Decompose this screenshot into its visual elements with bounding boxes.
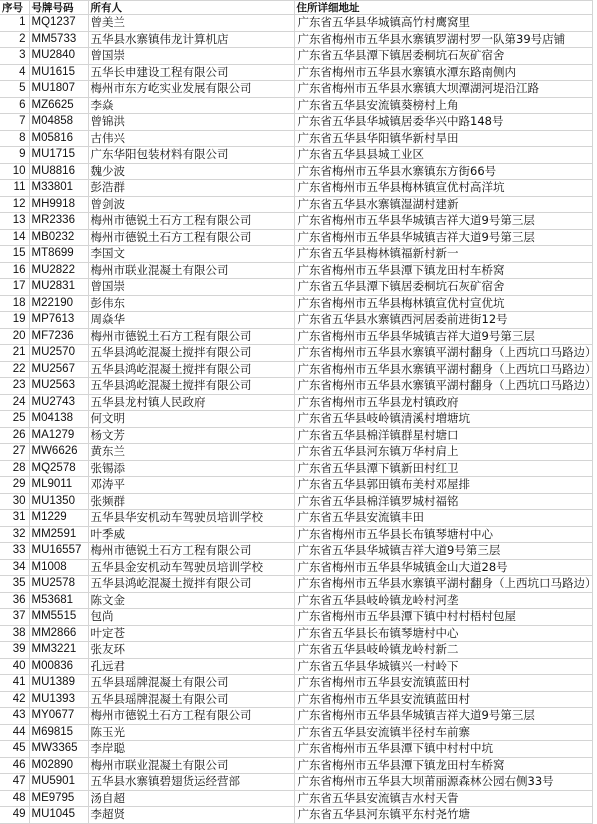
cell-owner[interactable]: 曾锦洪 [88,114,294,131]
cell-owner[interactable]: 五华县水寨镇碧翅货运经营部 [88,774,294,791]
cell-owner[interactable]: 五华县华安机动车驾驶员培训学校 [88,510,294,527]
cell-address[interactable]: 广东省梅州市五华县潭下镇中村村中坑 [294,741,592,758]
cell-plate[interactable]: MA1279 [29,427,88,444]
table-row [0,130,592,147]
table-row [0,147,592,164]
cell-address[interactable]: 广东省五华县岐岭镇清溪村増塘坑 [294,411,592,428]
cell-index[interactable]: 9 [0,147,29,164]
cell-address[interactable]: 广东省五华县河东镇平东村尧竹塘 [294,807,592,824]
table-row [0,625,592,642]
header-plate[interactable]: 号牌号码 [29,1,88,15]
cell-address[interactable]: 广东省五华县岐岭镇龙岭村河垄 [294,592,592,609]
cell-owner[interactable]: 张频群 [88,493,294,510]
cell-plate[interactable]: MU5901 [29,774,88,791]
cell-owner[interactable]: 李焱 [88,97,294,114]
table-body [0,15,597,824]
cell-index[interactable]: 2 [0,31,29,48]
cell-index[interactable]: 19 [0,312,29,329]
cell-index[interactable]: 8 [0,130,29,147]
cell-plate[interactable]: ML9011 [29,477,88,494]
cell-index[interactable]: 26 [0,427,29,444]
cell-address[interactable]: 广东省梅州市五华县水寨镇东方街66号 [294,163,592,180]
cell-owner[interactable]: 何文明 [88,411,294,428]
cell-plate[interactable]: MQ2578 [29,460,88,477]
cell-address[interactable]: 广东省五华县水寨镇湿湖村建新 [294,196,592,213]
cell-owner[interactable]: 梅州市德锐土石方工程有限公司 [88,708,294,725]
cell-plate[interactable]: M1229 [29,510,88,527]
table-row [0,246,592,263]
cell-plate[interactable]: MT8699 [29,246,88,263]
cell-plate[interactable]: MU2578 [29,576,88,593]
table-row [0,757,592,774]
cell-plate[interactable]: MU2563 [29,378,88,395]
cell-index[interactable]: 30 [0,493,29,510]
cell-owner[interactable]: 汤自超 [88,790,294,807]
header-row [0,1,592,15]
cell-plate[interactable]: MM2866 [29,625,88,642]
cell-owner[interactable]: 张锡添 [88,460,294,477]
table-row [0,81,592,98]
table-row [0,807,592,824]
cell-address[interactable]: 广东省梅州市五华县华城镇吉祥大道9号第三层 [294,229,592,246]
cell-plate[interactable]: MB0232 [29,229,88,246]
cell-plate[interactable]: MW3365 [29,741,88,758]
cell-plate[interactable]: MU1807 [29,81,88,98]
cell-index[interactable]: 24 [0,394,29,411]
cell-owner[interactable]: 杨文芳 [88,427,294,444]
cell-address[interactable]: 广东省梅州市五华县龙村镇政府 [294,394,592,411]
table-row [0,361,592,378]
cell-index[interactable]: 36 [0,592,29,609]
cell-address[interactable]: 广东省梅州市五华县华城镇金山大道28号 [294,559,592,576]
cell-index[interactable]: 47 [0,774,29,791]
cell-plate[interactable]: MW6626 [29,444,88,461]
cell-index[interactable]: 6 [0,97,29,114]
table-row [0,345,592,362]
cell-plate[interactable]: MU2822 [29,262,88,279]
cell-index[interactable]: 16 [0,262,29,279]
cell-plate[interactable]: M05816 [29,130,88,147]
table-row [0,741,592,758]
cell-plate[interactable]: MU16557 [29,543,88,560]
cell-index[interactable]: 46 [0,757,29,774]
cell-owner[interactable]: 梅州市德锐土石方工程有限公司 [88,543,294,560]
cell-index[interactable]: 18 [0,295,29,312]
table-row [0,163,592,180]
cell-address[interactable]: 广东省五华县棉洋镇群星村塘口 [294,427,592,444]
cell-owner[interactable]: 曾国崇 [88,48,294,65]
cell-address[interactable]: 广东省五华县华城镇兴一村岭下 [294,658,592,675]
table-row [0,609,592,626]
table-row [0,114,592,131]
cell-address[interactable]: 广东省梅州市五华县长布镇琴塘村中心 [294,526,592,543]
cell-plate[interactable]: MU2840 [29,48,88,65]
cell-plate[interactable]: MU2567 [29,361,88,378]
cell-address[interactable]: 广东省梅州市五华县水寨镇水潭东路南侧内 [294,64,592,81]
cell-plate[interactable]: M04858 [29,114,88,131]
cell-index[interactable]: 27 [0,444,29,461]
cell-address[interactable]: 广东省五华县潭下镇居委桐坑石灰矿宿舍 [294,279,592,296]
cell-address[interactable]: 广东省梅州市五华县水寨镇平湖村翻身（上西坑口马路边） [294,576,592,593]
cell-owner[interactable]: 叶定苍 [88,625,294,642]
table-row [0,312,592,329]
table-row [0,97,592,114]
table-row [0,774,592,791]
table-row [0,279,592,296]
cell-index[interactable]: 20 [0,328,29,345]
table-row [0,229,592,246]
cell-index[interactable]: 45 [0,741,29,758]
cell-address[interactable]: 广东省五华县河东镇万华村肩上 [294,444,592,461]
cell-owner[interactable]: 李岸聪 [88,741,294,758]
cell-plate[interactable]: M33801 [29,180,88,197]
table-row [0,15,592,32]
cell-plate[interactable]: MZ6625 [29,97,88,114]
cell-address[interactable]: 广东省梅州市五华县华城镇吉祥大道9号第三层 [294,328,592,345]
header-address[interactable]: 住所详细地址 [294,1,592,15]
table-row [0,48,592,65]
cell-index[interactable]: 34 [0,559,29,576]
cell-plate[interactable]: M53681 [29,592,88,609]
cell-index[interactable]: 48 [0,790,29,807]
cell-plate[interactable]: MR2336 [29,213,88,230]
table-row [0,658,592,675]
cell-owner[interactable]: 五华县鸿屹混凝土搅拌有限公司 [88,378,294,395]
cell-address[interactable]: 广东省梅州市五华县梅林镇宣优村高洋坑 [294,180,592,197]
cell-plate[interactable]: MQ1237 [29,15,88,32]
cell-owner[interactable]: 五华县瑶牌混凝土有限公司 [88,675,294,692]
cell-address[interactable]: 广东省五华县县城工业区 [294,147,592,164]
cell-address[interactable]: 广东省五华县安流镇吉水村天眚 [294,790,592,807]
header-owner[interactable]: 所有人 [88,1,294,15]
table-row [0,180,592,197]
table-row [0,378,592,395]
cell-owner[interactable]: 包尚 [88,609,294,626]
cell-owner[interactable]: 魏少波 [88,163,294,180]
cell-index[interactable]: 7 [0,114,29,131]
cell-owner[interactable]: 五华县鸿屹混凝土搅拌有限公司 [88,345,294,362]
table-row [0,543,592,560]
cell-owner[interactable]: 梅州市东方屹实业发展有限公司 [88,81,294,98]
cell-address[interactable]: 广东省梅州市五华县潭下镇龙田村车桥窝 [294,262,592,279]
cell-plate[interactable]: ME9795 [29,790,88,807]
cell-index[interactable]: 31 [0,510,29,527]
cell-address[interactable]: 广东省梅州市五华县水寨镇平湖村翻身（上西坑口马路边） [294,361,592,378]
cell-plate[interactable]: M02890 [29,757,88,774]
cell-owner[interactable]: 张友环 [88,642,294,659]
cell-plate[interactable]: MY0677 [29,708,88,725]
table-row [0,31,592,48]
cell-owner[interactable]: 孔远君 [88,658,294,675]
cell-address[interactable]: 广东省梅州市五华县华城镇吉祥大道9号第三层 [294,708,592,725]
cell-owner[interactable]: 五华县龙村镇人民政府 [88,394,294,411]
cell-index[interactable]: 25 [0,411,29,428]
cell-address[interactable]: 广东省梅州市五华县水寨镇大坝潭湖河堤沿江路 [294,81,592,98]
cell-owner[interactable]: 五华县水寨镇伟龙计算机店 [88,31,294,48]
cell-plate[interactable]: M22190 [29,295,88,312]
cell-plate[interactable]: MM5733 [29,31,88,48]
table-row [0,675,592,692]
table-row [0,559,592,576]
cell-address[interactable]: 广东省梅州市五华县梅林镇宣优村宣优坑 [294,295,592,312]
cell-address[interactable]: 广东省五华县梅林镇福新村新一 [294,246,592,263]
table-row [0,477,592,494]
cell-plate[interactable]: MU1615 [29,64,88,81]
cell-owner[interactable]: 曾国崇 [88,279,294,296]
table-row [0,262,592,279]
table-row [0,708,592,725]
cell-owner[interactable]: 彭伟东 [88,295,294,312]
table-row [0,460,592,477]
cell-plate[interactable]: MH9918 [29,196,88,213]
cell-index[interactable]: 10 [0,163,29,180]
cell-address[interactable]: 广东省五华县华城镇吉祥大道9号第三层 [294,543,592,560]
cell-owner[interactable]: 五华县鸿屹混凝土搅拌有限公司 [88,576,294,593]
cell-plate[interactable]: M1008 [29,559,88,576]
cell-address[interactable]: 广东省五华县潭下镇新田村红卫 [294,460,592,477]
table-row [0,724,592,741]
cell-index[interactable]: 3 [0,48,29,65]
cell-plate[interactable]: MU2570 [29,345,88,362]
cell-index[interactable]: 28 [0,460,29,477]
cell-plate[interactable]: MP7613 [29,312,88,329]
cell-owner[interactable]: 五华长申建设工程有限公司 [88,64,294,81]
cell-owner[interactable]: 彭浩群 [88,180,294,197]
cell-owner[interactable]: 黄东兰 [88,444,294,461]
cell-plate[interactable]: MF7236 [29,328,88,345]
table-row [0,394,592,411]
cell-address[interactable]: 广东省梅州市五华县潭下镇中村村梧村包屋 [294,609,592,626]
cell-index[interactable]: 13 [0,213,29,230]
cell-address[interactable]: 广东省五华县长布镇琴塘村中心 [294,625,592,642]
cell-owner[interactable]: 邓涛平 [88,477,294,494]
table-row [0,790,592,807]
table-row [0,592,592,609]
cell-index[interactable]: 17 [0,279,29,296]
cell-index[interactable]: 1 [0,15,29,32]
cell-plate[interactable]: M00836 [29,658,88,675]
cell-address[interactable]: 广东省梅州市五华县水寨镇平湖村翻身（上西坑口马路边） [294,378,592,395]
cell-index[interactable]: 12 [0,196,29,213]
cell-address[interactable]: 广东省五华县华城镇居委华兴中路148号 [294,114,592,131]
table-row [0,196,592,213]
cell-plate[interactable]: MM5515 [29,609,88,626]
cell-address[interactable]: 广东省梅州市五华县华城镇吉祥大道9号第三层 [294,213,592,230]
cell-owner[interactable]: 曾剑波 [88,196,294,213]
cell-index[interactable]: 37 [0,609,29,626]
table-row [0,295,592,312]
cell-index[interactable]: 40 [0,658,29,675]
cell-owner[interactable]: 广东华阳包装材料有限公司 [88,147,294,164]
cell-index[interactable]: 5 [0,81,29,98]
cell-owner[interactable]: 梅州市联业混凝土有限公司 [88,262,294,279]
cell-index[interactable]: 14 [0,229,29,246]
cell-plate[interactable]: MU8816 [29,163,88,180]
cell-owner[interactable]: 李超贤 [88,807,294,824]
cell-plate[interactable]: MM2591 [29,526,88,543]
cell-address[interactable]: 广东省梅州市五华县安流镇蓝田村 [294,691,592,708]
cell-owner[interactable]: 五华县瑶牌混凝土有限公司 [88,691,294,708]
cell-owner[interactable]: 李国文 [88,246,294,263]
cell-owner[interactable]: 叶季威 [88,526,294,543]
cell-plate[interactable]: M04138 [29,411,88,428]
cell-owner[interactable]: 五华县金安机动车驾驶员培训学校 [88,559,294,576]
cell-index[interactable]: 32 [0,526,29,543]
cell-address[interactable]: 广东省五华县郭田镇布美村邓屋排 [294,477,592,494]
table-row [0,427,592,444]
table-row [0,64,592,81]
cell-plate[interactable]: MU2831 [29,279,88,296]
cell-plate[interactable]: MU1389 [29,675,88,692]
cell-plate[interactable]: MU1393 [29,691,88,708]
cell-owner[interactable]: 梅州市德锐土石方工程有限公司 [88,229,294,246]
cell-owner[interactable]: 陈玉光 [88,724,294,741]
cell-address[interactable]: 广东省梅州市五华县水寨镇罗湖村罗一队第39号店铺 [294,31,592,48]
cell-index[interactable]: 29 [0,477,29,494]
table-row [0,510,592,527]
cell-index[interactable]: 35 [0,576,29,593]
table-row [0,213,592,230]
cell-address[interactable]: 广东省五华县安流镇丰田 [294,510,592,527]
cell-plate[interactable]: MU1715 [29,147,88,164]
cell-owner[interactable]: 梅州市德锐土石方工程有限公司 [88,213,294,230]
table-row [0,444,592,461]
cell-index[interactable]: 39 [0,642,29,659]
cell-owner[interactable]: 梅州市联业混凝土有限公司 [88,757,294,774]
cell-address[interactable]: 广东省五华县棉洋镇罗城村福铭 [294,493,592,510]
cell-index[interactable]: 38 [0,625,29,642]
cell-owner[interactable]: 五华县鸿屹混凝土搅拌有限公司 [88,361,294,378]
cell-plate[interactable]: M69815 [29,724,88,741]
cell-address[interactable]: 广东省梅州市五华县潭下镇龙田村车桥窝 [294,757,592,774]
cell-index[interactable]: 22 [0,361,29,378]
cell-index[interactable]: 33 [0,543,29,560]
table-row [0,328,592,345]
cell-plate[interactable]: MM3221 [29,642,88,659]
cell-index[interactable]: 41 [0,675,29,692]
cell-index[interactable]: 23 [0,378,29,395]
cell-owner[interactable]: 梅州市德锐土石方工程有限公司 [88,328,294,345]
cell-address[interactable]: 广东省五华县华城镇高竹村鹰窝里 [294,15,592,32]
table-row [0,411,592,428]
cell-index[interactable]: 11 [0,180,29,197]
cell-index[interactable]: 49 [0,807,29,824]
cell-address[interactable]: 广东省梅州市五华县大坝莆丽源森林公园右侧33号 [294,774,592,791]
cell-index[interactable]: 21 [0,345,29,362]
cell-address[interactable]: 广东省梅州市五华县水寨镇平湖村翻身（上西坑口马路边） [294,345,592,362]
cell-index[interactable]: 15 [0,246,29,263]
cell-address[interactable]: 广东省五华县安流镇半径村车前寨 [294,724,592,741]
cell-index[interactable]: 42 [0,691,29,708]
table-row [0,493,592,510]
table-row [0,642,592,659]
table-row [0,576,592,593]
cell-address[interactable]: 广东省五华县水寨镇西河居委前进街12号 [294,312,592,329]
cell-plate[interactable]: MU1045 [29,807,88,824]
cell-owner[interactable]: 周焱华 [88,312,294,329]
cell-owner[interactable]: 曾美兰 [88,15,294,32]
cell-index[interactable]: 4 [0,64,29,81]
cell-plate[interactable]: MU1350 [29,493,88,510]
header-index[interactable]: 序号 [0,1,29,15]
cell-address[interactable]: 广东省五华县潭下镇居委桐坑石灰矿宿舍 [294,48,592,65]
cell-address[interactable]: 广东省五华县岐岭镇龙岭村新二 [294,642,592,659]
cell-owner[interactable]: 陈文金 [88,592,294,609]
cell-index[interactable]: 44 [0,724,29,741]
cell-address[interactable]: 广东省梅州市五华县安流镇蓝田村 [294,675,592,692]
cell-index[interactable]: 43 [0,708,29,725]
cell-address[interactable]: 广东省五华县华阳镇华新村旱田 [294,130,592,147]
cell-plate[interactable]: MU2743 [29,394,88,411]
cell-owner[interactable]: 古伟兴 [88,130,294,147]
cell-address[interactable]: 广东省五华县安流镇葵榜村上角 [294,97,592,114]
table-row [0,526,592,543]
table-row [0,691,592,708]
